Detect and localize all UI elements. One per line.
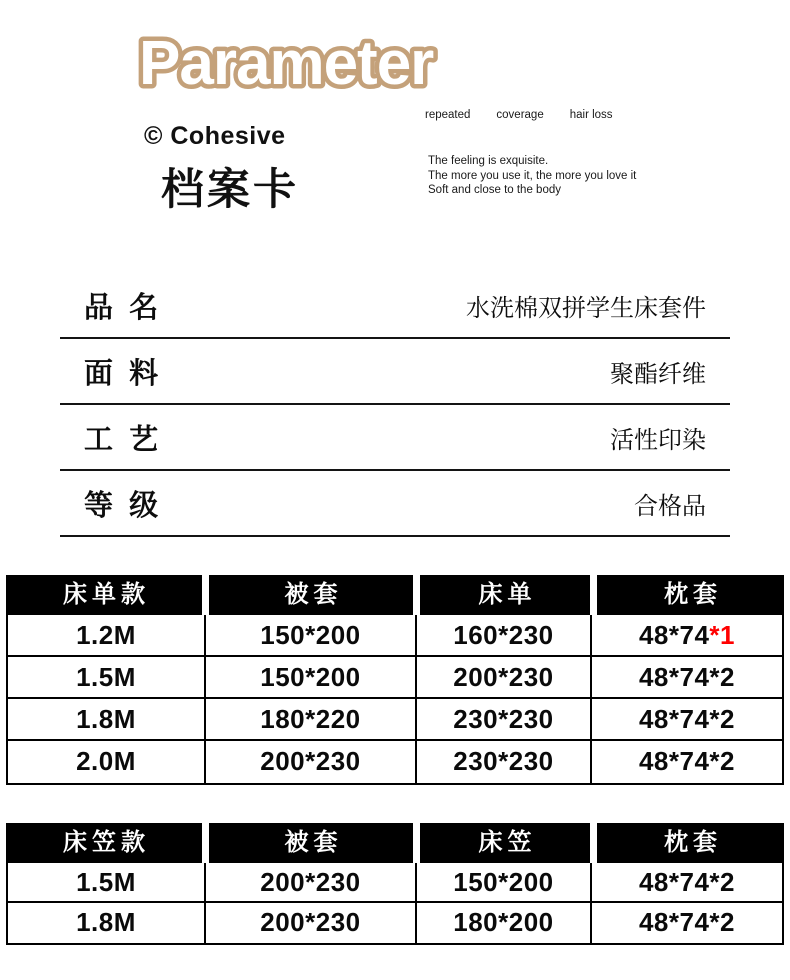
spec-row-craft [60, 405, 730, 471]
size-table-sheet-style [6, 575, 784, 785]
table-row [8, 741, 782, 783]
table-cell: 230*230 [417, 699, 592, 741]
table-cell: 1.2M [8, 615, 206, 657]
spec-label: 等 级 [84, 489, 159, 522]
table-cell: 48*74*2 [638, 907, 735, 937]
brand-text: © Cohesive [144, 122, 286, 150]
table-header-cell: 床笠款 [6, 823, 202, 863]
table-header-cell: 床笠 [420, 823, 590, 863]
keyword-list [425, 109, 613, 121]
table-cell: 1.5M [8, 863, 206, 903]
table-cell: 1.8M [8, 903, 206, 943]
table-cell: 200*230 [417, 657, 592, 699]
table-cell: 180*220 [206, 699, 417, 741]
tagline-line-2: The more you use it, the more you love it [428, 169, 637, 182]
table-header-cell: 床单款 [6, 575, 202, 615]
spec-value: 聚酯纤维 [610, 360, 706, 388]
archive-card-label: 档案卡 [161, 166, 299, 214]
table-cell: 200*230 [206, 741, 417, 783]
table-body [6, 863, 784, 945]
tagline-line-3: Soft and close to the body [428, 184, 561, 197]
spec-label: 品 名 [84, 291, 159, 324]
tagline-line-1: The feeling is exquisite. [428, 155, 549, 167]
table-cell: 2.0M [8, 741, 206, 783]
page-title [134, 16, 490, 106]
table-cell: 1.8M [8, 699, 206, 741]
spec-value: 合格品 [634, 492, 706, 520]
size-table-fitted-style [6, 823, 784, 945]
table-cell: 180*200 [417, 903, 592, 943]
table-header-row [6, 823, 784, 863]
cell-highlight: *1 [709, 620, 735, 650]
table-row [8, 615, 782, 657]
table-header-cell: 被套 [209, 575, 413, 615]
table-cell: 48*74*2 [592, 699, 782, 741]
keyword-coverage: coverage [496, 109, 544, 121]
table-cell: 200*230 [206, 863, 417, 903]
table-cell: 230*230 [417, 741, 592, 783]
table-cell: 150*200 [206, 615, 417, 657]
spec-row-fabric [60, 339, 730, 405]
table-row [8, 863, 782, 903]
cell-text: 48*74 [638, 620, 710, 650]
spec-list [60, 273, 730, 537]
page-title-text: Parameter [139, 29, 434, 98]
table-cell: 160*230 [417, 615, 592, 657]
spec-row-product-name [60, 273, 730, 339]
table-header-row [6, 575, 784, 615]
table-cell: 200*230 [206, 903, 417, 943]
table-cell: 1.5M [8, 657, 206, 699]
table-cell: 150*200 [206, 657, 417, 699]
table-row [8, 657, 782, 699]
tagline [428, 154, 636, 198]
keyword-repeated: repeated [425, 109, 471, 121]
spec-value: 活性印染 [610, 426, 706, 454]
table-cell: 48*74*2 [592, 657, 782, 699]
table-row [8, 903, 782, 943]
table-header-cell: 床单 [420, 575, 590, 615]
spec-label: 面 料 [84, 357, 159, 390]
table-cell: 48*74*2 [592, 863, 782, 903]
table-header-cell: 被套 [209, 823, 413, 863]
spec-value: 水洗棉双拼学生床套件 [466, 294, 706, 322]
spec-label: 工 艺 [84, 423, 159, 456]
table-header-cell: 枕套 [597, 575, 784, 615]
table-body [6, 615, 784, 785]
table-header-cell: 枕套 [597, 823, 784, 863]
table-row [8, 699, 782, 741]
spec-row-grade [60, 471, 730, 537]
table-cell: 48*74*2 [638, 746, 735, 776]
table-cell [592, 615, 782, 657]
table-cell: 150*200 [417, 863, 592, 903]
keyword-hair-loss: hair loss [569, 109, 613, 121]
